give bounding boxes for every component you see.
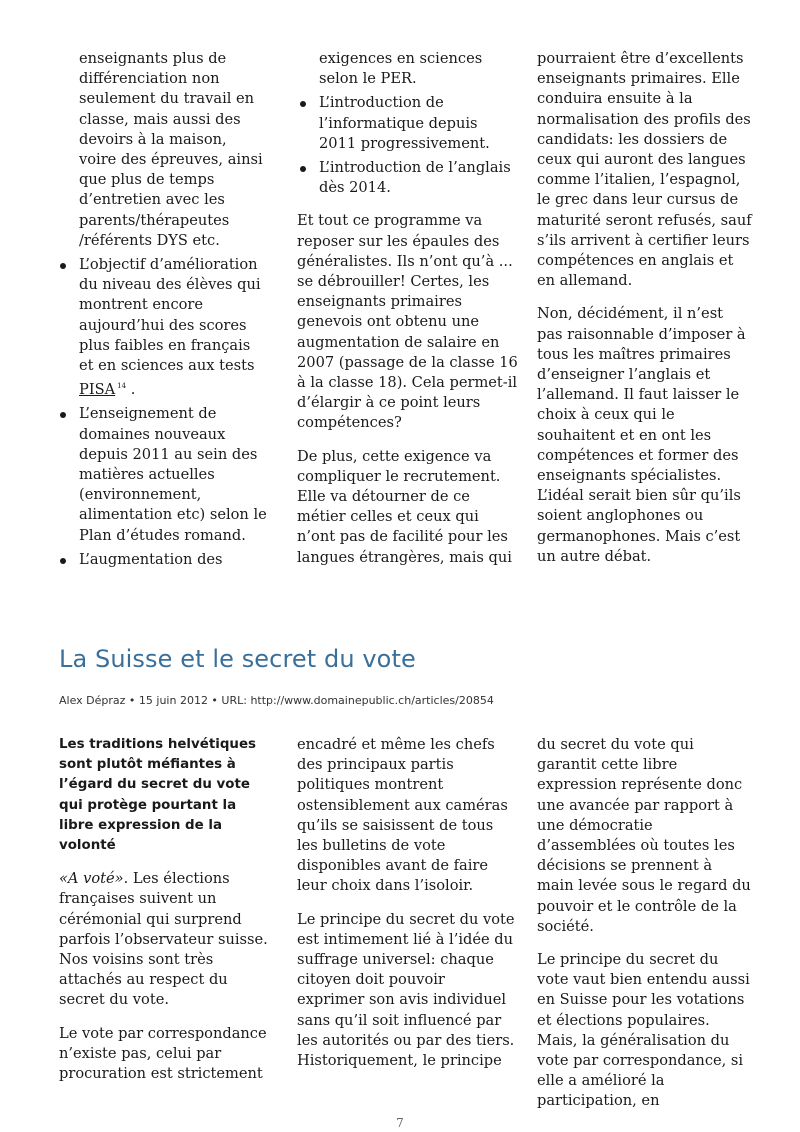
article-column-1: [59, 735, 271, 1097]
quote-a-vote: «A voté»: [59, 870, 124, 888]
article-column-3: [537, 735, 752, 1125]
list-item: L’objectif d’amélioration du niveau des élèves qui montrent encore aujourd’hui des scores plus faibles en français et en sciences aux tests PISA $^{14}$ .: [57, 255, 267, 400]
list-item: L’introduction de l’informatique depuis 2011 progressivement.: [297, 93, 519, 154]
paragraph: Le principe du secret du vote vaut bien entendu aussi en Suisse pour les votations et élections populaires. Mais, la généralisation du vote par correspondance, si elle a amélioré la participation, en: [537, 951, 750, 1110]
list-item: L’introduction de l’anglais dès 2014.: [297, 158, 519, 198]
paragraph: Et tout ce programme va reposer sur les épaules des généralistes. Ils n’ont qu’à ... se débrouiller! Certes, les enseignants primaires genevois ont obtenu une augmentation de salaire en 2007 (passage de la classe 16 à la classe 18). Cela permet-il d’élargir à ce point leurs compétences?: [297, 212, 518, 432]
paragraph: encadré et même les chefs des principaux partis politiques montrent ostensiblement aux caméras qu’ils se saisissent de tous les bulletins de vote disponibles avant de faire leur choix dans l’isoloir.: [297, 736, 508, 895]
article-column-2: [297, 735, 515, 1084]
bullet-list: [297, 93, 519, 198]
footnote-ref[interactable]: 14: [117, 382, 127, 391]
pisa-link[interactable]: PISA: [79, 381, 116, 399]
article-lead: Les traditions helvétiques sont plutôt méfiantes à l’égard du secret du vote qui protège pourtant la libre expression de la volonté: [59, 737, 256, 854]
paragraph: pourraient être d’excellents enseignants primaires. Elle conduira ensuite à la normalisation des profils des candidats: les dossiers de ceux qui auront des langues comme l’italien, l’espagnol, le grec dans leur cursus de maturité seront refusés, sauf s’ils arrivent à certifier leurs compétences en anglais et en allemand.: [537, 50, 752, 290]
top-column-3: [537, 49, 752, 580]
paragraph: «A voté». Les élections françaises suivent un cérémonial qui surprend parfois l’observateur suisse. Nos voisins sont très attachés au respect du secret du vote.: [59, 870, 268, 1009]
article-byline: Alex Dépraz • 15 juin 2012 • URL: http://www.domainepublic.ch/articles/20854: [59, 694, 494, 707]
paragraph: du secret du vote qui garantit cette libre expression représente donc une avancée par rapport à une démocratie d’assemblées où toutes les décisions se prennent à main levée sous le regard du pouvoir et le contrôle de la société.: [537, 736, 751, 935]
page-number: 7: [396, 1116, 404, 1130]
top-column-1: [57, 49, 267, 574]
list-item-continuation: exigences en sciences selon le PER.: [319, 50, 483, 88]
list-item: L’enseignement de domaines nouveaux depuis 2011 au sein des matières actuelles (environnement, alimentation etc) selon le Plan d’études romand.: [57, 404, 267, 545]
paragraph: Le principe du secret du vote est intimement lié à l’idée du suffrage universel: chaque citoyen doit pouvoir exprimer son avis individuel sans qu’il soit influencé par les autorités ou par des tiers. Historiquement, le principe: [297, 910, 515, 1070]
list-item: L’augmentation des: [57, 550, 267, 570]
paragraph: Le vote par correspondance n’existe pas, celui par procuration est strictement: [59, 1024, 267, 1083]
top-column-2: [297, 49, 519, 581]
bullet-list: [57, 255, 267, 570]
article-title: La Suisse et le secret du vote: [59, 645, 416, 673]
list-item-continuation: enseignants plus de différenciation non seulement du travail en classe, mais aussi des devoirs à la maison, voire des épreuves, ainsi que plus de temps d’entretien avec les parents/thérapeutes /référents DYS etc.: [79, 50, 263, 249]
paragraph: Non, décidément, il n’est pas raisonnable d’imposer à tous les maîtres primaires d’enseigner l’anglais et l’allemand. Il faut laisser le choix à ceux qui le souhaitent et en ont les compétences et former des enseignants spécialistes. L’idéal serait bien sûr qu’ils soient anglophones ou germanophones. Mais c’est un autre débat.: [537, 305, 746, 565]
paragraph: De plus, cette exigence va compliquer le recrutement. Elle va détourner de ce métier celles et ceux qui n’ont pas de facilité pour les langues étrangères, mais qui: [297, 447, 512, 566]
